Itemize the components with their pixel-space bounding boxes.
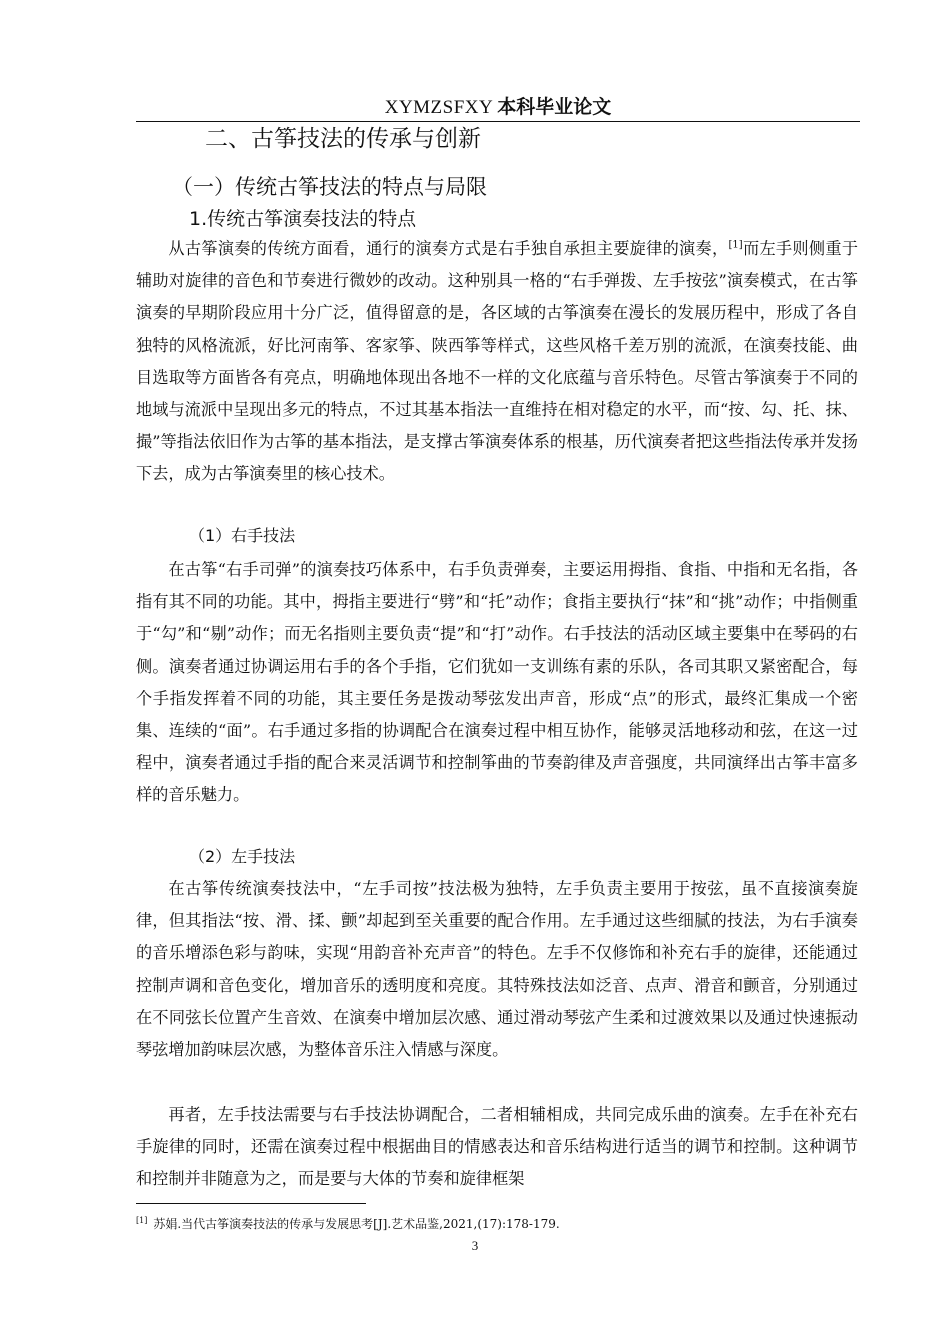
paragraph-3: 在古筝传统演奏技法中，“左手司按”技法极为独特，左手负责主要用于按弦，虽不直接演奏旋律，但其指法“按、滑、揉、颤”却起到至关重要的配合作用。左手通过这些细腻的技法，为右手演奏的音乐增添色彩与韵味，实现“用韵音补充声音”的特色。左手不仅修饰和补充右手的旋律，还能通过控制声调和音色变化，增加音乐的透明度和亮度。其特殊技法如泛音、点声、滑音和颤音，分别通过在不同弦长位置产生音效、在演奏中增加层次感、通过滑动琴弦产生柔和过渡效果以及通过快速振动琴弦增加韵味层次感，为整体音乐注入情感与深度。: [136, 879, 858, 1060]
paragraph-1: [136, 233, 858, 491]
section-title: 二、古筝技法的传承与创新: [205, 126, 481, 152]
paragraph-1-before: 从古筝演奏的传统方面看，通行的演奏方式是右手独自承担主要旋律的演奏，: [168, 239, 729, 258]
heading-left-hand: （2）左手技法: [189, 847, 296, 866]
footnote: [136, 1212, 560, 1233]
header-title: 本科毕业论文: [497, 96, 612, 118]
subsubsection-title: 1.传统古筝演奏技法的特点: [189, 208, 417, 230]
citation-ref: [1]: [728, 239, 743, 251]
footnote-rule: [136, 1203, 366, 1204]
header-latin: XYMZSFXY: [384, 97, 494, 118]
subsection-title: （一）传统古筝技法的特点与局限: [172, 175, 487, 199]
page-number: 3: [471, 1238, 479, 1253]
paragraph-2: 在古筝“右手司弹”的演奏技巧体系中，右手负责弹奏，主要运用拇指、食指、中指和无名指，各指有其不同的功能。其中，拇指主要进行“劈”和“托”动作；食指主要执行“抹”和“挑”动作；中指侧重于“勾”和“剔”动作；而无名指则主要负责“提”和“打”动作。右手技法的活动区域主要集中在琴码的右侧。演奏者通过协调运用右手的各个手指，它们犹如一支训练有素的乐队，各司其职又紧密配合，每个手指发挥着不同的功能，其主要任务是拨动琴弦发出声音，形成“点”的形式，最终汇集成一个密集、连续的“面”。右手通过多指的协调配合在演奏过程中相互协作，能够灵活地移动和弦，在这一过程中，演奏者通过手指的配合来灵活调节和控制筝曲的节奏韵律及声音强度，共同演绎出古筝丰富多样的音乐魅力。: [136, 560, 858, 805]
paragraph-1-after: 而左手则侧重于辅助对旋律的音色和节奏进行微妙的改动。这种别具一格的“右手弹拨、左手按弦”演奏模式，在古筝演奏的早期阶段应用十分广泛，值得留意的是，各区域的古筝演奏在漫长的发展历程中，形成了各自独特的风格流派，好比河南筝、客家筝、陕西筝等样式，这些风格千差万别的流派，在演奏技能、曲目选取等方面皆各有亮点，明确地体现出各地不一样的文化底蕴与音乐特色。尽管古筝演奏于不同的地域与流派中呈现出多元的特点，不过其基本指法一直维持在相对稳定的水平，而“按、勾、托、抹、撮”等指法依旧作为古筝的基本指法，是支撑古筝演奏体系的根基，历代演奏者把这些指法传承并发扬下去，成为古筝演奏里的核心技术。: [136, 239, 859, 484]
running-header: [136, 94, 860, 121]
footnote-text: 苏娟.当代古筝演奏技法的传承与发展思考[J].艺术品鉴,2021,(17):178-179.: [153, 1217, 560, 1231]
heading-right-hand: （1）右手技法: [189, 526, 296, 545]
footnote-mark: [1]: [136, 1216, 148, 1225]
paragraph-4: 再者，左手技法需要与右手技法协调配合，二者相辅相成，共同完成乐曲的演奏。左手在补充右手旋律的同时，还需在演奏过程中根据曲目的情感表达和音乐结构进行适当的调节和控制。这种调节和控制并非随意为之，而是要与大体的节奏和旋律框架: [136, 1105, 858, 1189]
